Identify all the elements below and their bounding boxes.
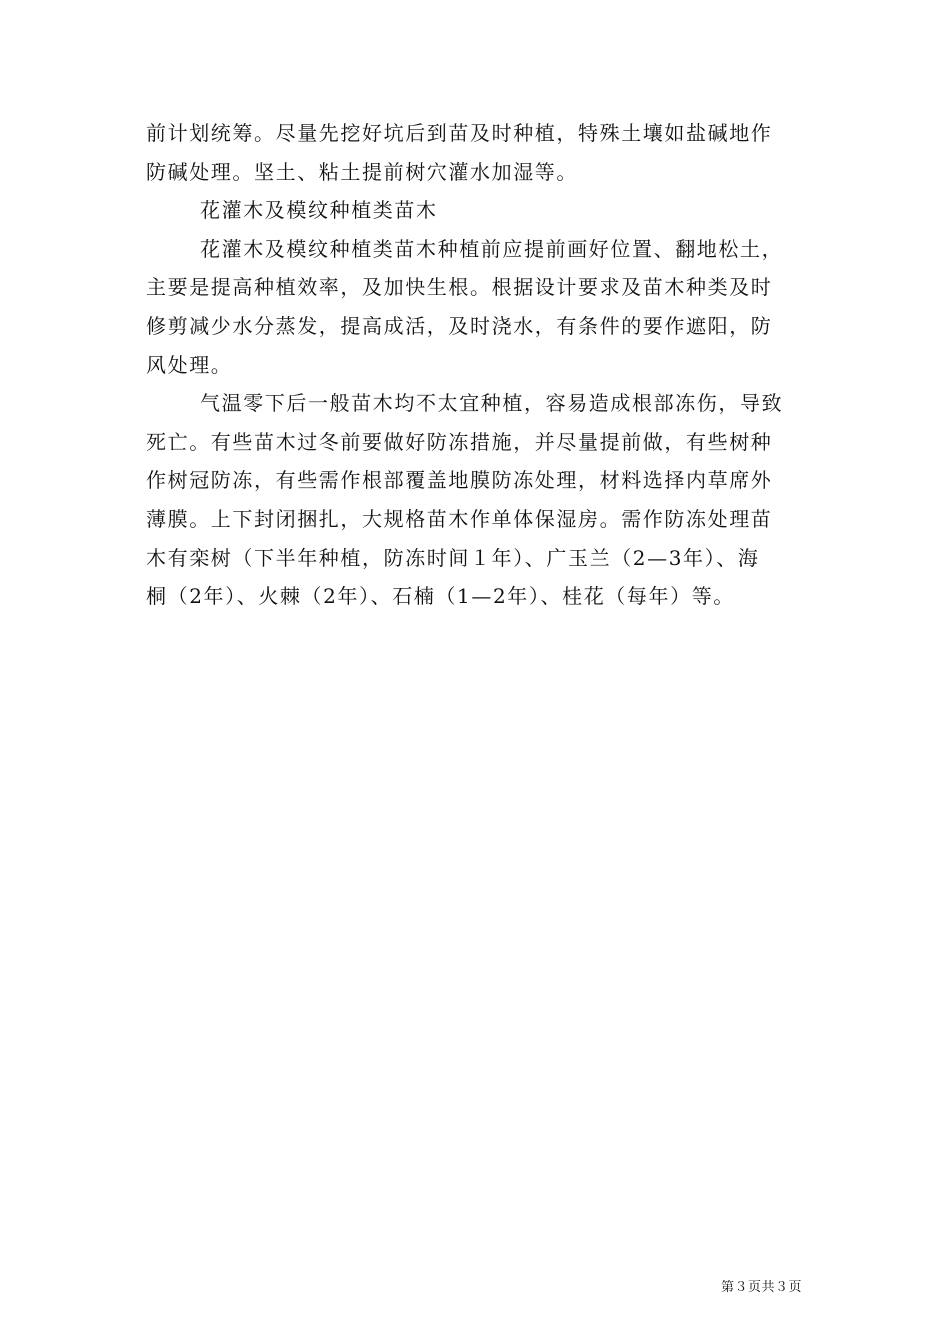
section-heading: 花灌木及模纹种植类苗木 xyxy=(200,198,438,223)
text-line: 主要是提高种植效率，及加快生根。根据设计要求及苗木种类及时 xyxy=(146,275,773,300)
text-line: 修剪减少水分蒸发，提高成活，及时浇水，有条件的要作遮阳，防 xyxy=(146,313,773,338)
text-line: 桐（2年）、火棘（2年）、石楠（1—2年）、桂花（每年）等。 xyxy=(146,584,735,609)
text-line: 气温零下后一般苗木均不太宜种植，容易造成根部冻伤，导致 xyxy=(200,391,784,416)
text-line: 死亡。有些苗木过冬前要做好防冻措施，并尽量提前做，有些树种 xyxy=(146,429,773,454)
text-line: 花灌木及模纹种植类苗木种植前应提前画好位置、翻地松土， xyxy=(200,236,784,261)
text-line: 风处理。 xyxy=(146,352,233,377)
text-line: 薄膜。上下封闭捆扎，大规格苗木作单体保湿房。需作防冻处理苗 xyxy=(146,506,773,531)
text-line: 前计划统筹。尽量先挖好坑后到苗及时种植，特殊土壤如盐碱地作 xyxy=(146,121,773,145)
text-line: 木有栾树（下半年种植，防冻时间１年）、广玉兰（2—3年）、海 xyxy=(146,545,760,570)
page-number: 第３页共３页 xyxy=(721,1280,803,1295)
text-line: 防碱处理。坚土、粘土提前树穴灌水加湿等。 xyxy=(146,159,578,184)
document-body xyxy=(146,114,811,616)
text-line: 作树冠防冻，有些需作根部覆盖地膜防冻处理，材料选择内草席外 xyxy=(146,468,773,493)
